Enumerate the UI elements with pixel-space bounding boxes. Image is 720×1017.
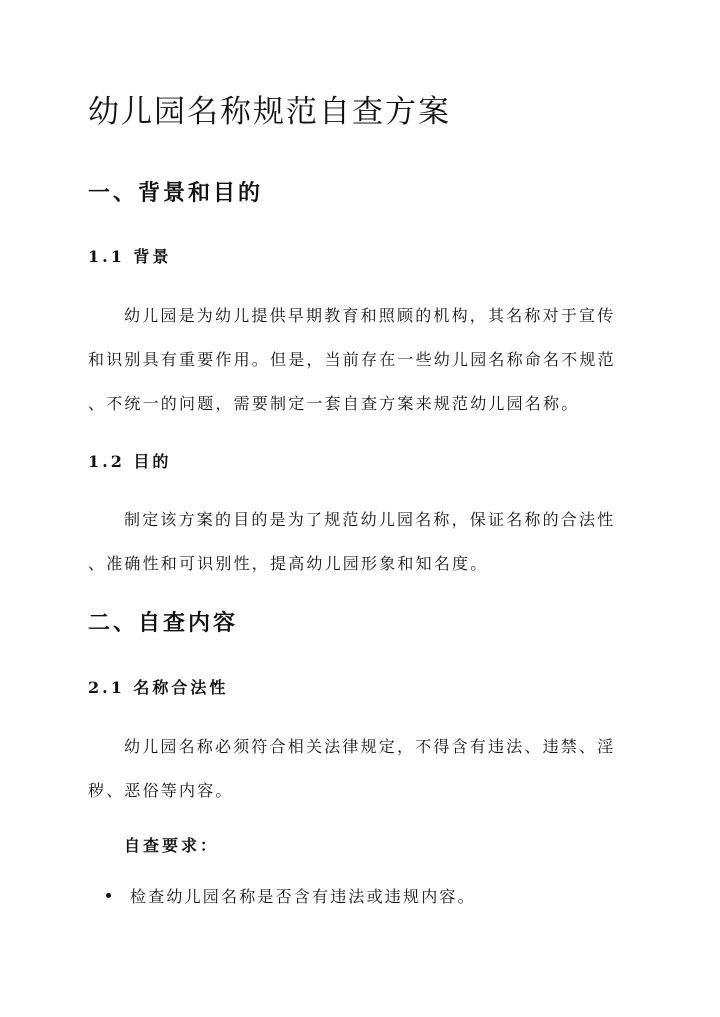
- list-item: 检查幼儿园名称是否含有违法或违规内容。: [130, 887, 476, 906]
- paragraph-line: 、不统一的问题，需要制定一套自查方案来规范幼儿园名称。: [88, 394, 580, 413]
- paragraph-line: 、准确性和可识别性，提高幼儿园形象和知名度。: [88, 554, 489, 573]
- paragraph-line: 幼儿园是为幼儿提供早期教育和照顾的机构，其名称对于宣传: [124, 306, 616, 325]
- subsection-heading: 1.2 目的: [88, 452, 172, 471]
- subsection-heading: 2.1 名称合法性: [88, 678, 229, 697]
- section-heading: 二、自查内容: [88, 610, 239, 636]
- section-heading: 一、背景和目的: [88, 180, 264, 206]
- subsection-heading: 1.1 背景: [88, 247, 172, 266]
- paragraph-line: 幼儿园名称必须符合相关法律规定，不得含有违法、违禁、淫: [124, 737, 616, 756]
- bullet-icon: [106, 893, 111, 898]
- document-title: 幼儿园名称规范自查方案: [88, 94, 451, 130]
- check-requirements-heading: 自查要求：: [124, 836, 220, 855]
- paragraph-line: 制定该方案的目的是为了规范幼儿园名称，保证名称的合法性: [124, 510, 616, 529]
- paragraph-line: 和识别具有重要作用。但是，当前存在一些幼儿园名称命名不规范: [88, 350, 616, 369]
- paragraph-line: 秽、恶俗等内容。: [88, 781, 234, 800]
